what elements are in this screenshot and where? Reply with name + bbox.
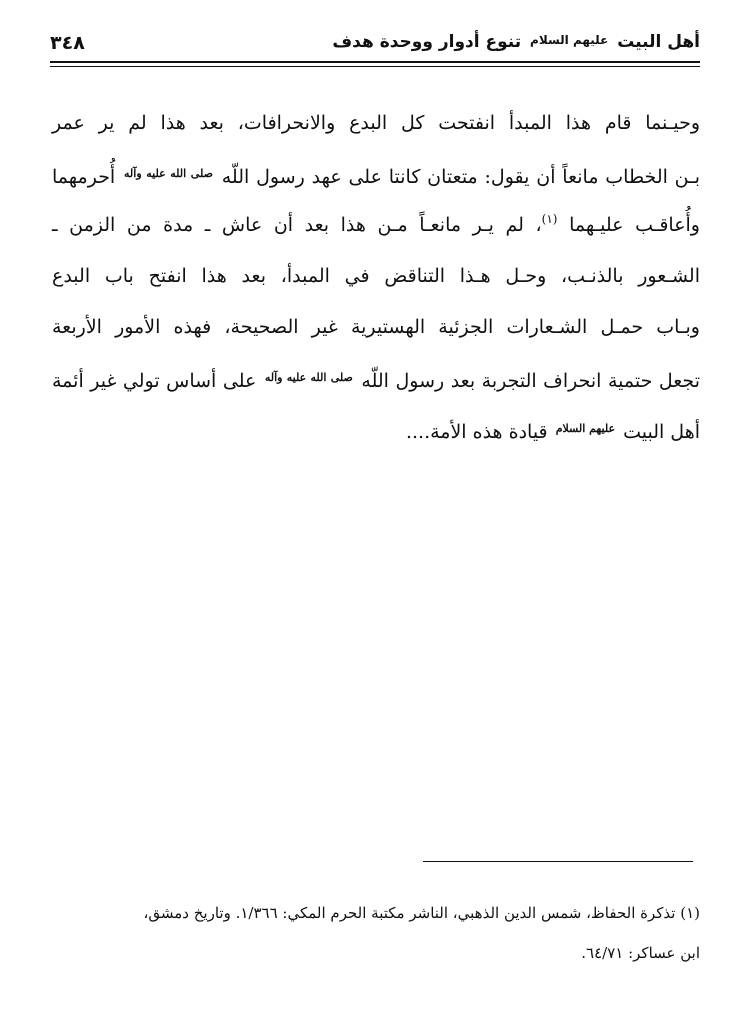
body-line-1: وحيـنما قام هذا المبدأ انفتحت كل البدع والانحرافات، بعد هذا لم ير عمر	[52, 112, 700, 134]
header-rule-thin	[50, 66, 700, 67]
footnote	[40, 893, 700, 973]
header-subtitle: تنوع أدوار ووحدة هدف	[332, 32, 522, 52]
footnote-line-2: ابن عساكر: ٦٤/٧١.	[581, 944, 700, 962]
page-number: ٣٤٨	[50, 32, 85, 54]
prophet-honorific: صلى الله عليه وآله	[124, 167, 213, 180]
ahlulbayt-honorific: عليهم السلام	[555, 422, 616, 435]
body-text	[52, 100, 700, 457]
footnote-line-1: (١) تذكرة الحفاظ، شمس الدين الذهبي، الناشر مكتبة الحرم المكي: ١/٣٦٦. وتاريخ دمشق،	[143, 904, 700, 922]
body-line-7: أهل البيت $^{عليهم السلام}$ قيادة هذه الأمة....	[405, 421, 700, 443]
body-line-4: الشـعور بالذنـب، وحـل هـذا التناقض في المبدأ، بعد هذا انفتح باب البدع	[52, 265, 700, 287]
footnote-separator	[423, 861, 693, 862]
body-line-2: بـن الخطاب مانعاً أن يقول: متعتان كانتا على عهد رسول اللّه $^{صلى الله عليه وآله}$ أُحرمهما	[52, 166, 701, 188]
header-title	[332, 32, 700, 52]
header-rule-thick	[50, 61, 700, 63]
header-honorific: عليهم السلام	[530, 33, 609, 47]
header-title-text: أهل البيت	[617, 32, 700, 52]
body-line-3: وأُعاقـب عليـهما $^{(١)}$، لم يـر مانعـاً مـن هذا بعد أن عاش ـ مدة من الزمن ـ	[52, 212, 700, 236]
prophet-honorific-2: صلى الله عليه وآله	[264, 371, 353, 384]
running-header	[50, 32, 700, 60]
body-line-6: تجعل حتمية انحراف التجربة بعد رسول اللّه $^{صلى الله عليه وآله}$ على أساس تولي غير أئمة	[52, 370, 700, 392]
body-line-5: وبـاب حمـل الشـعارات الجزئية الهستيرية غير الصحيحة، فهذه الأمور الأربعة	[52, 316, 700, 338]
footnote-ref[interactable]: (١)	[541, 212, 558, 226]
